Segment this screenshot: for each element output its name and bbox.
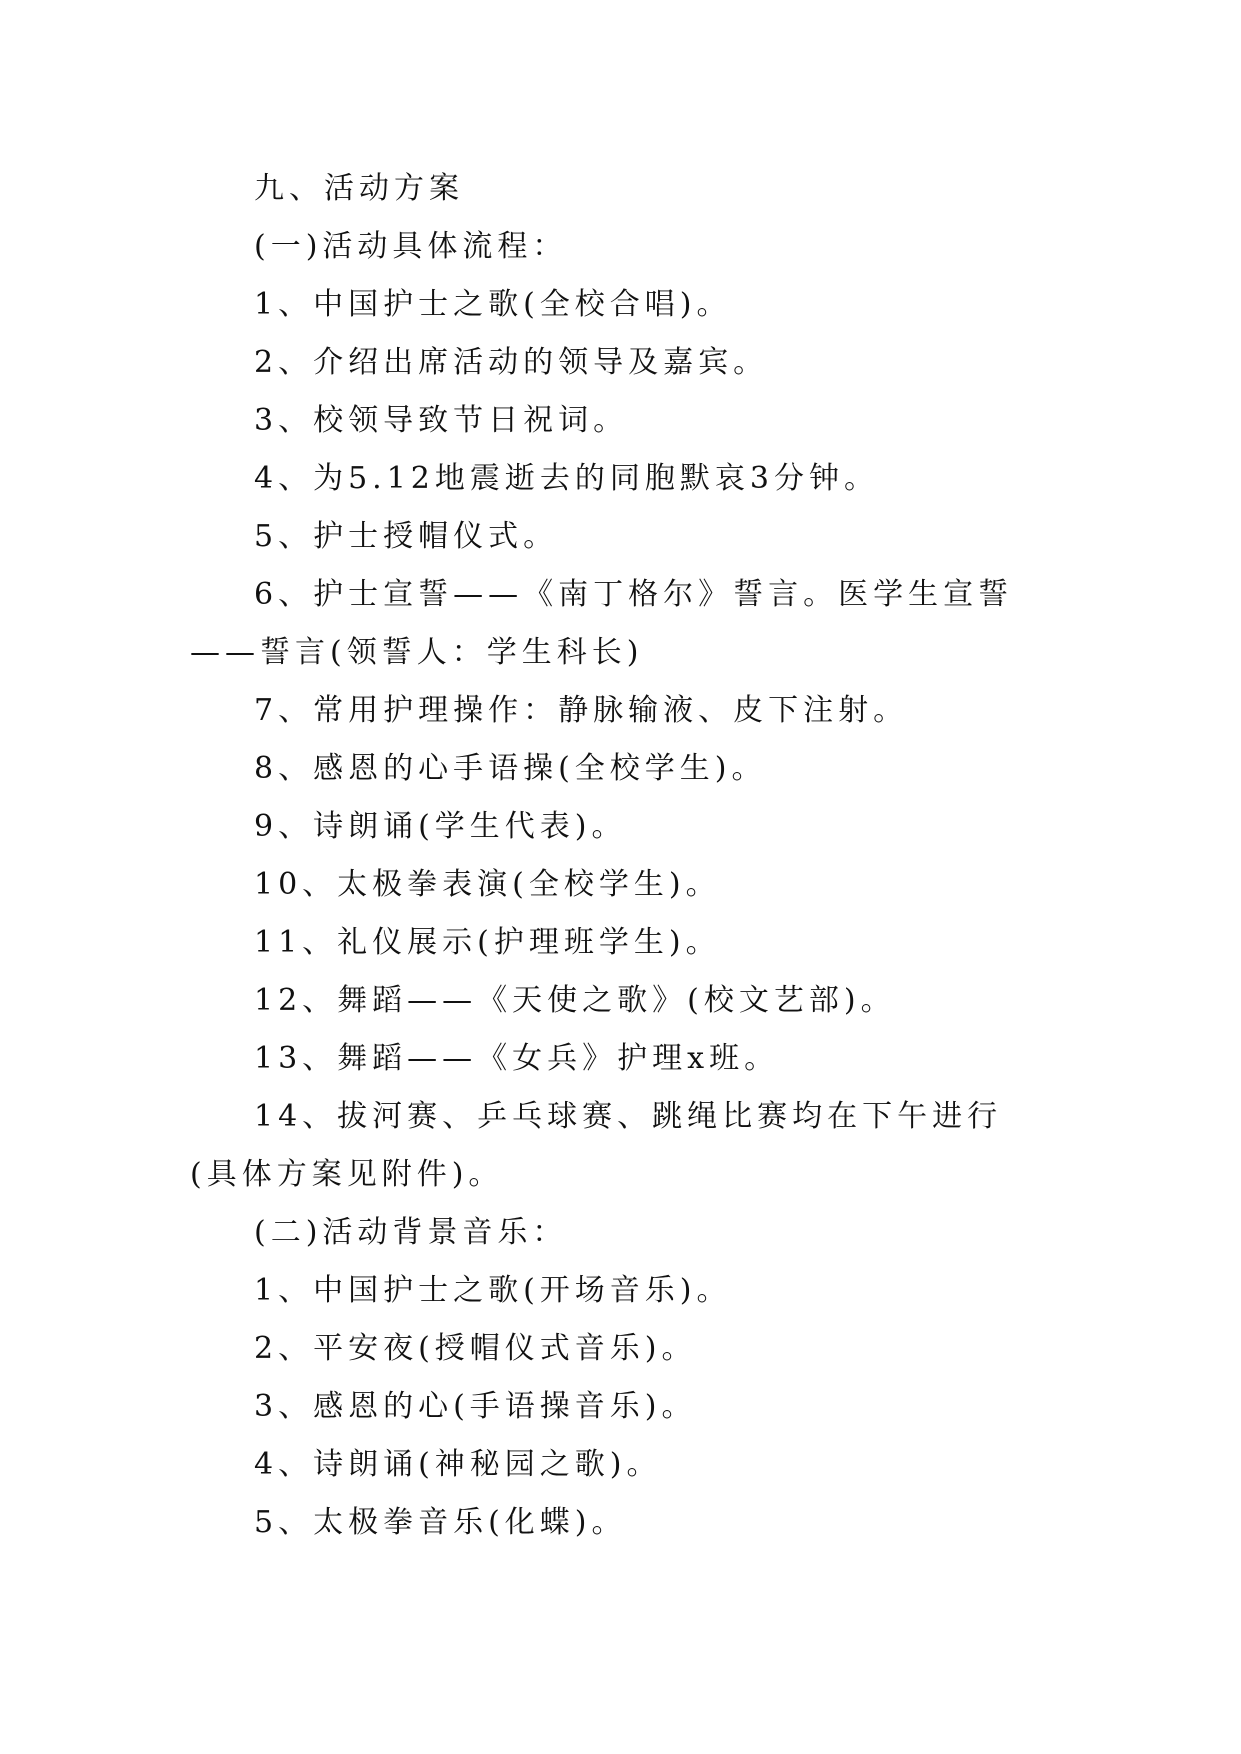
section-heading: 九、活动方案 (254, 171, 464, 206)
process-item: 6、护士宣誓——《南丁格尔》誓言。医学生宣誓——誓言(领誓人：学生科长) (190, 577, 1014, 670)
process-item: 5、护士授帽仪式。 (254, 519, 559, 554)
process-item: 8、感恩的心手语操(全校学生)。 (254, 751, 767, 786)
process-item: 13、舞蹈——《女兵》护理x班。 (254, 1041, 780, 1076)
subheading-music: (二)活动背景音乐： (254, 1215, 568, 1250)
music-item: 4、诗朗诵(神秘园之歌)。 (254, 1447, 662, 1482)
music-item: 5、太极拳音乐(化蝶)。 (254, 1505, 627, 1540)
document-body (190, 160, 1050, 1552)
process-item: 12、舞蹈——《天使之歌》(校文艺部)。 (254, 983, 896, 1018)
process-item: 2、介绍出席活动的领导及嘉宾。 (254, 345, 769, 380)
process-item: 3、校领导致节日祝词。 (254, 403, 629, 438)
music-item: 1、中国护士之歌(开场音乐)。 (254, 1273, 732, 1308)
process-item: 11、礼仪展示(护理班学生)。 (254, 925, 721, 960)
music-item: 2、平安夜(授帽仪式音乐)。 (254, 1331, 697, 1366)
process-item: 9、诗朗诵(学生代表)。 (254, 809, 627, 844)
process-item: 10、太极拳表演(全校学生)。 (254, 867, 721, 902)
process-item: 4、为5.12地震逝去的同胞默哀3分钟。 (254, 461, 879, 496)
process-item: 1、中国护士之歌(全校合唱)。 (254, 287, 732, 322)
subheading-process: (一)活动具体流程： (254, 229, 568, 264)
process-item: 7、常用护理操作：静脉输液、皮下注射。 (254, 693, 909, 728)
process-item: 14、拔河赛、乒乓球赛、跳绳比赛均在下午进行(具体方案见附件)。 (190, 1099, 1003, 1192)
music-item: 3、感恩的心(手语操音乐)。 (254, 1389, 697, 1424)
